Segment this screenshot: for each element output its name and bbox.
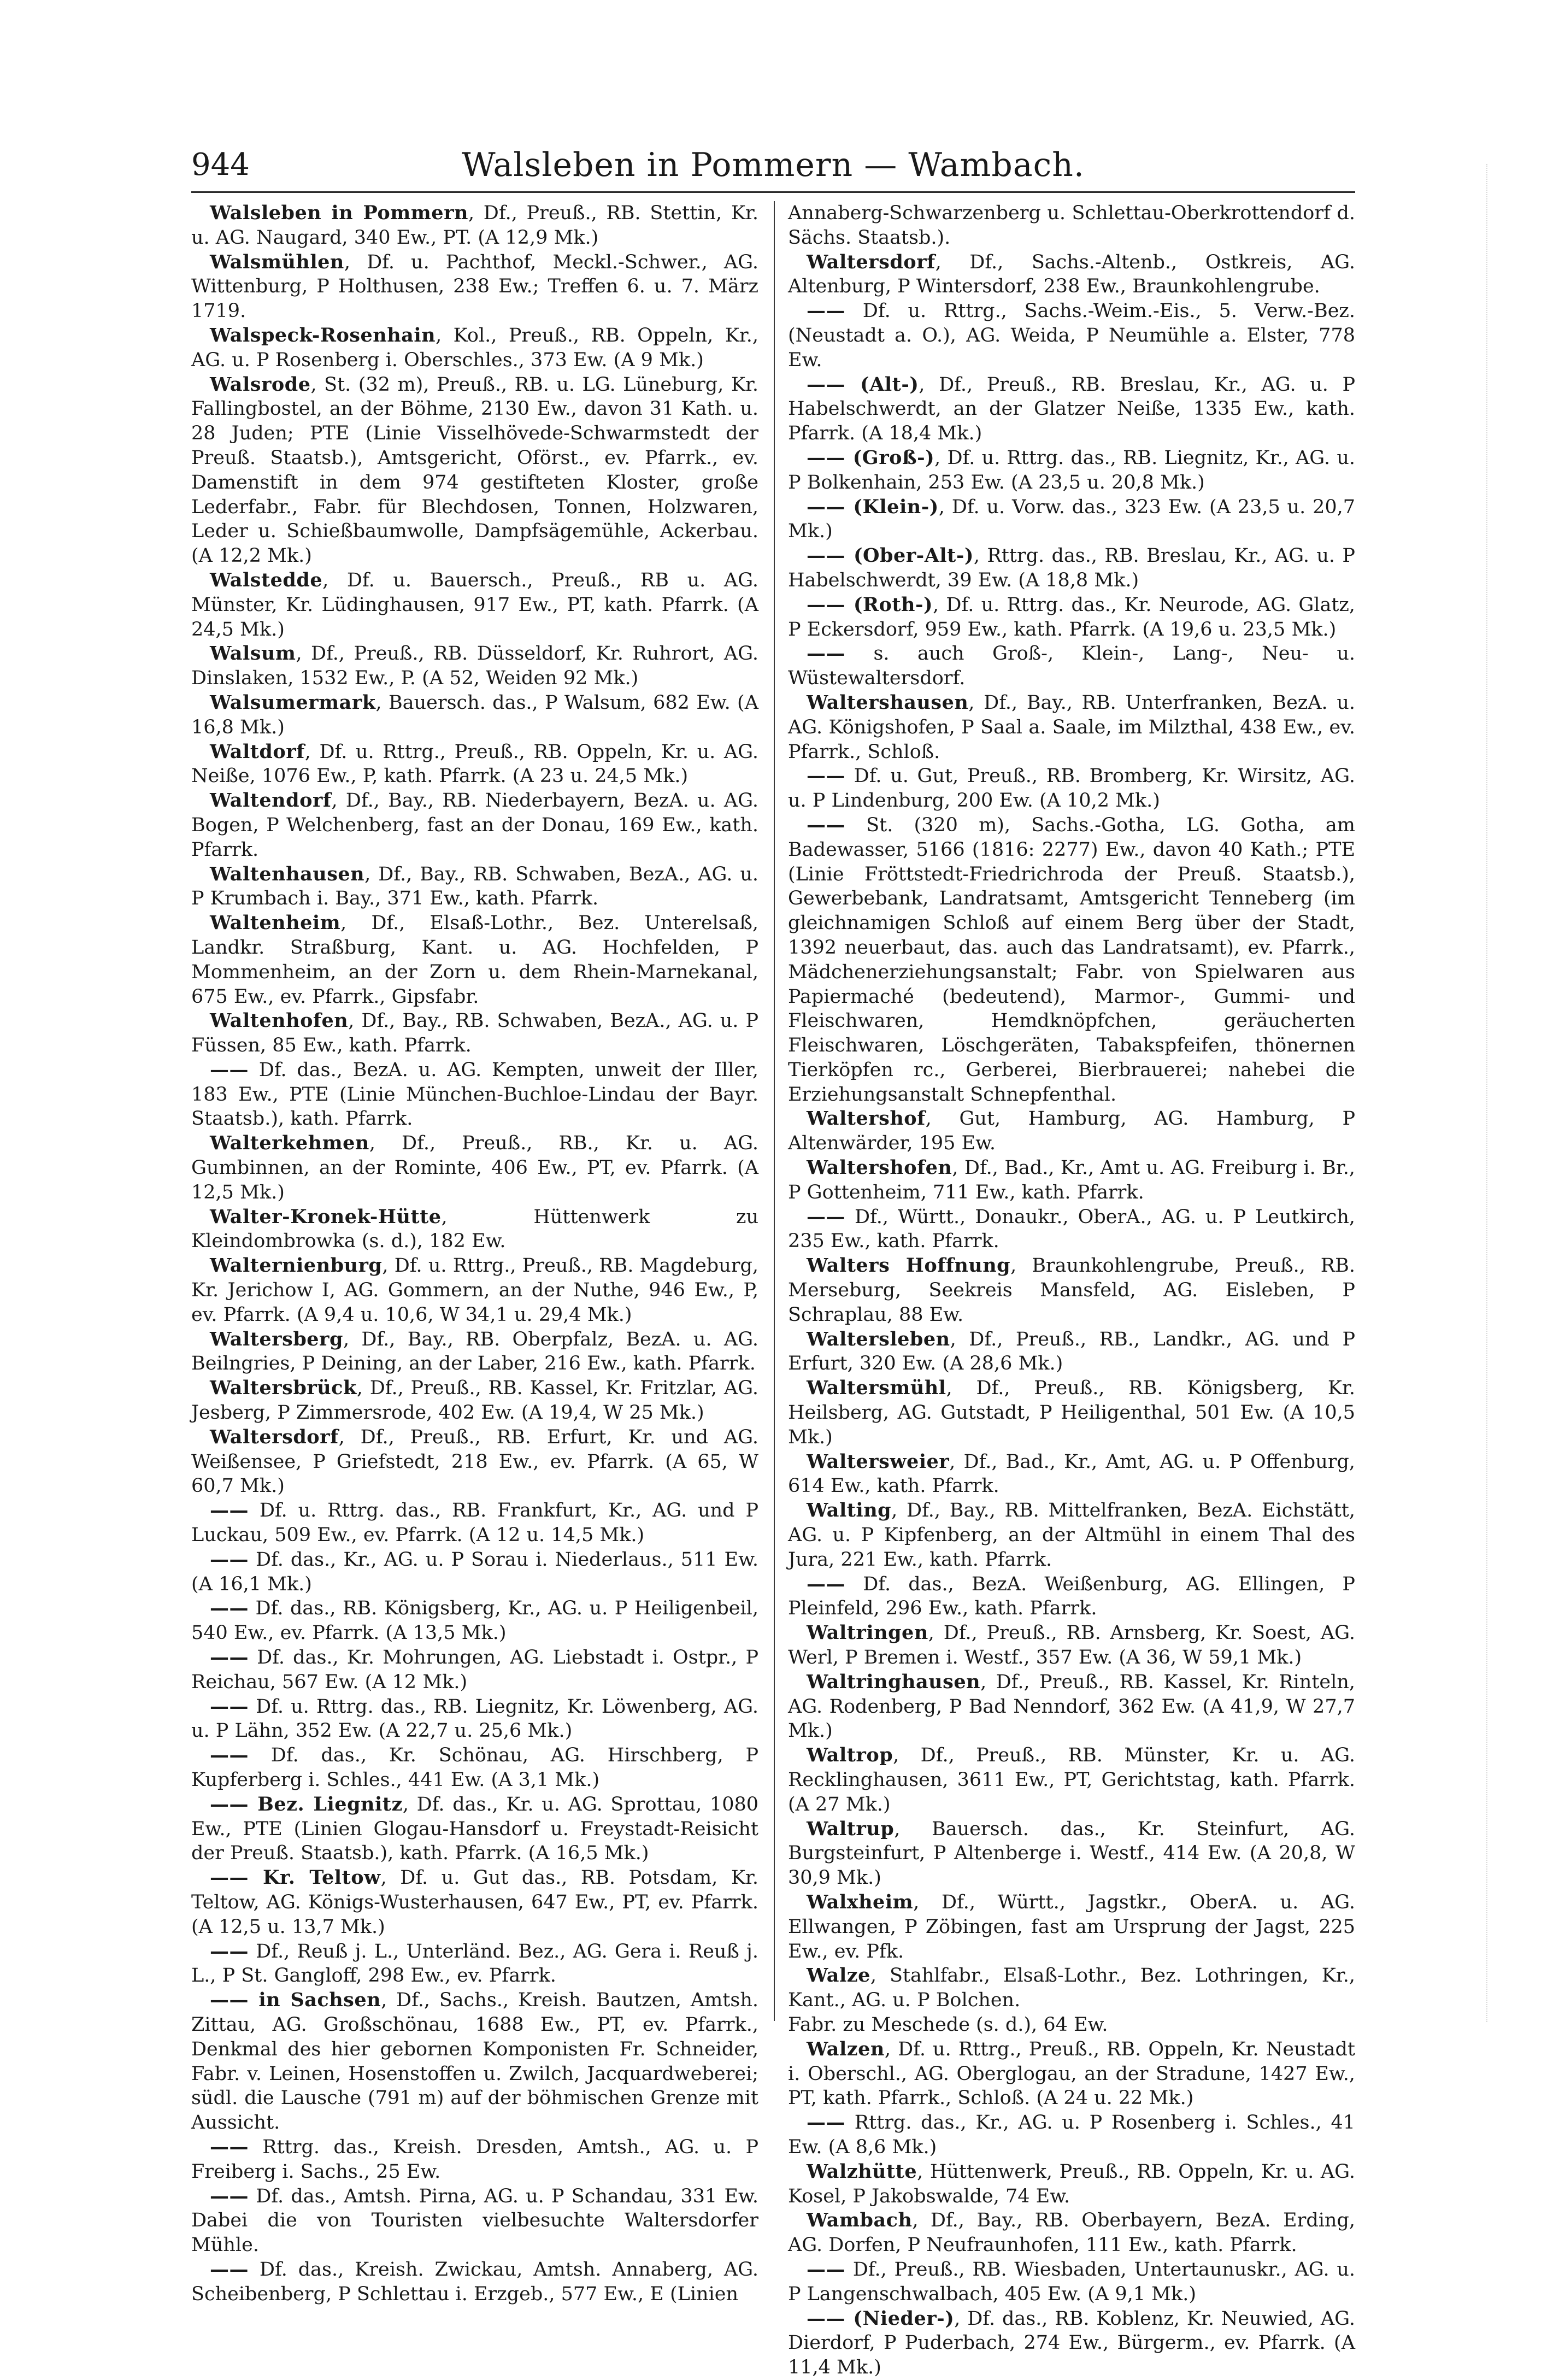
entry-headword: Walsrode bbox=[210, 373, 311, 396]
entry-text: Df. das., Amtsh. Pirna, AG. u. P Schandau, 331 Ew. Dabei die von Touristen vielbesuchte Waltersdorfer Mühle. bbox=[191, 2185, 758, 2256]
entry-headword: Waltenhofen bbox=[210, 1009, 349, 1032]
entry-text: Df. u. Rttrg. das., RB. Liegnitz, Kr. Löwenberg, AG. u. P Lähn, 352 Ew. (A 22,7 u. 25,6 Mk.) bbox=[191, 1695, 758, 1742]
entry-headword: —— bbox=[807, 813, 845, 836]
entry-headword: Waltendorf bbox=[210, 789, 332, 812]
entry-text: , Hüttenwerk zu Kleindombrowka (s. d.), 182 Ew. bbox=[191, 1206, 758, 1253]
entry-headword: Waltenhausen bbox=[210, 862, 365, 885]
entry-headword: —— bbox=[210, 1597, 249, 1620]
entry-text: Df. das., Kreish. Zwickau, Amtsh. Annaberg, AG. Scheibenberg, P Schlettau i. Erzgeb., 577 Ew., E (Linien bbox=[191, 2258, 758, 2305]
entry-text: , Df., Preuß., RB. Königsberg, Kr. Heilsberg, AG. Gutstadt, P Heiligenthal, 501 Ew. (A 10,5 Mk.) bbox=[788, 1377, 1355, 1448]
lexicon-entry bbox=[788, 691, 1355, 764]
lexicon-entry bbox=[191, 1327, 758, 1377]
entry-text: , Df., Bay., RB. Oberbayern, BezA. Erding, AG. Dorfen, P Neufraunhofen, 111 Ew., kath. Pfarrk. bbox=[788, 2209, 1355, 2256]
entry-headword: —— bbox=[807, 765, 845, 788]
entry-text: Fabr. zu Meschede (s. d.), 64 Ew. bbox=[788, 2013, 1108, 2036]
lexicon-entry bbox=[191, 691, 758, 740]
entry-headword: —— (Ober-Alt-) bbox=[807, 544, 974, 567]
lexicon-entry bbox=[788, 1572, 1355, 1621]
entry-text: Df. u. Rttrg., Sachs.-Weim.-Eis., 5. Verw.-Bez. (Neustadt a. O.), AG. Weida, P Neumühle a. Elster, 778 Ew. bbox=[788, 300, 1355, 371]
entry-text: , Bauersch. das., Kr. Steinfurt, AG. Burgsteinfurt, P Altenberge i. Westf., 414 Ew. (A 20,8, W 30,9 Mk.) bbox=[788, 1818, 1355, 1889]
entry-headword: —— (Alt-) bbox=[807, 373, 919, 396]
entry-headword: —— bbox=[807, 1572, 845, 1595]
running-head: Walsleben in Pommern — Wambach. bbox=[462, 146, 1085, 184]
lexicon-entry bbox=[788, 642, 1355, 691]
entry-text: Rttrg. das., Kr., AG. u. P Rosenberg i. Schles., 41 Ew. (A 8,6 Mk.) bbox=[788, 2112, 1355, 2158]
entry-text: , Df., Württ., Jagstkr., OberA. u. AG. Ellwangen, P Zöbingen, fast am Ursprung der Jagst, 225 Ew., ev. Pfk. bbox=[788, 1891, 1355, 1962]
lexicon-entry bbox=[788, 1450, 1355, 1499]
entry-text: , Df., Sachs.-Altenb., Ostkreis, AG. Altenburg, P Wintersdorf, 238 Ew., Braunkohlengrube. bbox=[788, 251, 1355, 298]
entry-text: Df., Württ., Donaukr., OberA., AG. u. P Leutkirch, 235 Ew., kath. Pfarrk. bbox=[788, 1206, 1355, 1253]
entry-text: St. (320 m), Sachs.-Gotha, LG. Gotha, am Badewasser, 5166 (1816: 2277) Ew., davon 40 Kath.; PTE (Linie Fröttstedt-Friedrichroda der Preuß. Staatsb.), Gewerbebank, Landratsamt, Amtsgericht Tenneberg (im gleichnamigen Schloß auf einem Berg über der Stadt, 1392 neuerbaut, das. auch das Landratsamt), ev. Pfarrk., Mädchenerziehungsanstalt; Fabr. von Spielwaren aus Papiermaché (bedeutend), Marmor-, Gummi- und Fleischwaren, Hemdknöpfchen, geräucherten Fleischwaren, Löschgeräten, Tabakspfeifen, thönernen Tierköpfen rc., Gerberei, Bierbrauerei; nahebei die Erziehungsanstalt Schnepfenthal. bbox=[788, 814, 1355, 1106]
entry-headword: —— (Nieder-) bbox=[807, 2307, 955, 2330]
lexicon-entry bbox=[788, 813, 1355, 1107]
entry-headword: Waltershausen bbox=[807, 691, 969, 714]
entry-headword: Walsleben in Pommern bbox=[210, 202, 468, 224]
lexicon-entry bbox=[191, 1254, 758, 1327]
lexicon-entry bbox=[191, 1866, 758, 1939]
lexicon-entry bbox=[191, 1205, 758, 1254]
entry-headword: —— (Groß-) bbox=[807, 446, 935, 469]
entry-text: , Df., Bay., RB. Schwaben, BezA., AG. u. P Füssen, 85 Ew., kath. Pfarrk. bbox=[191, 1010, 758, 1057]
lexicon-entry bbox=[788, 2307, 1355, 2380]
entry-text: Df. das., Kr. Schönau, AG. Hirschberg, P Kupferberg i. Schles., 441 Ew. (A 3,1 Mk.) bbox=[191, 1744, 758, 1791]
lexicon-entry bbox=[191, 2184, 758, 2258]
entry-text: , Df., Bay., RB. Oberpfalz, BezA. u. AG. Beilngries, P Deining, an der Laber, 216 Ew., kath. Pfarrk. bbox=[191, 1328, 758, 1375]
entry-text: , Df., Preuß., RB. Erfurt, Kr. und AG. Weißensee, P Griefstedt, 218 Ew., ev. Pfarrk. (A 65, W 60,7 Mk.) bbox=[191, 1426, 758, 1497]
entry-headword: Waltdorf bbox=[210, 740, 305, 763]
entry-text: s. auch Groß-, Klein-, Lang-, Neu- u. Wüstewaltersdorf. bbox=[788, 643, 1355, 690]
lexicon-entry bbox=[191, 1548, 758, 1597]
entry-headword: Waltersberg bbox=[210, 1327, 343, 1350]
lexicon-entry bbox=[788, 299, 1355, 372]
lexicon-entry bbox=[788, 544, 1355, 593]
entry-headword: Walxheim bbox=[807, 1890, 914, 1913]
entry-headword: Walting bbox=[807, 1499, 892, 1522]
header-rule bbox=[191, 191, 1355, 193]
lexicon-entry bbox=[191, 2135, 758, 2184]
entry-text: , Gut, Hamburg, AG. Hamburg, P Altenwärder, 195 Ew. bbox=[788, 1108, 1355, 1155]
entry-headword: Waltersdorf bbox=[807, 250, 936, 273]
entry-headword: Waltringen bbox=[807, 1621, 928, 1644]
entry-headword: Waltrup bbox=[807, 1817, 895, 1840]
lexicon-entry bbox=[788, 2160, 1355, 2209]
lexicon-entry bbox=[788, 495, 1355, 544]
page-header bbox=[191, 143, 1355, 187]
lexicon-entry bbox=[191, 1425, 758, 1498]
entry-text: , Df., Bad., Kr., Amt u. AG. Freiburg i. Br., P Gottenheim, 711 Ew., kath. Pfarrk. bbox=[788, 1157, 1355, 1203]
entry-headword: Waltersleben bbox=[807, 1327, 950, 1350]
entry-text: , Df., Preuß., RB. Stettin, Kr. u. AG. Naugard, 340 Ew., PT. (A 12,9 Mk.) bbox=[191, 202, 758, 249]
entry-text: , Hüttenwerk, Preuß., RB. Oppeln, Kr. u. AG. Kosel, P Jakobswalde, 74 Ew. bbox=[788, 2160, 1355, 2207]
entry-headword: —— in Sachsen bbox=[210, 1989, 381, 2012]
entry-headword: —— bbox=[210, 1646, 249, 1669]
entry-text: , Df. das., Kr. u. AG. Sprottau, 1080 Ew., PTE (Linien Glogau-Hansdorf u. Freystadt-Reisicht der Preuß. Staatsb.), kath. Pfarrk. (A 16,5 Mk.) bbox=[191, 1793, 758, 1865]
lexicon-entry bbox=[788, 446, 1355, 495]
lexicon-entry bbox=[788, 1890, 1355, 1964]
entry-headword: Waltersweier bbox=[807, 1450, 950, 1473]
lexicon-entry bbox=[788, 1254, 1355, 1327]
lexicon-entry bbox=[191, 2258, 758, 2307]
lexicon-entry bbox=[788, 2111, 1355, 2160]
lexicon-entry bbox=[191, 373, 758, 568]
entry-headword: —— bbox=[807, 642, 845, 665]
entry-text: Df. das., RB. Königsberg, Kr., AG. u. P Heiligenbeil, 540 Ew., ev. Pfarrk. (A 13,5 Mk.) bbox=[191, 1597, 758, 1644]
entry-headword: Walters Hoffnung bbox=[807, 1254, 1011, 1277]
entry-text: , Bauersch. das., P Walsum, 682 Ew. (A 16,8 Mk.) bbox=[191, 691, 758, 738]
entry-headword: Walsumermark bbox=[210, 691, 376, 714]
entry-text: , Df., Preuß., RB. Münster, Kr. u. AG. Recklinghausen, 3611 Ew., PT, Gerichtstag, kath. Pfarrk. (A 27 Mk.) bbox=[788, 1744, 1355, 1815]
left-column bbox=[191, 201, 758, 2305]
entry-text: Df. u. Rttrg. das., RB. Frankfurt, Kr., AG. und P Luckau, 509 Ew., ev. Pfarrk. (A 12 u. 14,5 Mk.) bbox=[191, 1500, 758, 1547]
entry-headword: —— bbox=[210, 1744, 249, 1767]
lexicon-entry bbox=[191, 1058, 758, 1131]
entry-text: , Df. das., RB. Koblenz, Kr. Neuwied, AG. Dierdorf, P Puderbach, 274 Ew., Bürgerm., ev. Pfarrk. (A 11,4 Mk.) bbox=[788, 2307, 1355, 2379]
entry-headword: Waltersbrück bbox=[210, 1377, 357, 1400]
entry-text: Df., Preuß., RB. Wiesbaden, Untertaunuskr., AG. u. P Langenschwalbach, 405 Ew. (A 9,1 Mk.) bbox=[788, 2258, 1355, 2305]
entry-headword: Waltenheim bbox=[210, 912, 341, 935]
entry-headword: —— bbox=[807, 2111, 845, 2134]
entry-text: Df. das., BezA. u. AG. Kempten, unweit der Iller, 183 Ew., PTE (Linie München-Buchloe-Lindau der Bayr. Staatsb.), kath. Pfarrk. bbox=[191, 1059, 758, 1130]
entry-text: , Df. u. Rttrg., Preuß., RB. Magdeburg, Kr. Jerichow I, AG. Gommern, an der Nuthe, 946 Ew., P, ev. Pfarrk. (A 9,4 u. 10,6, W 34,1 u. 29,4 Mk.) bbox=[191, 1255, 758, 1326]
entry-headword: —— bbox=[807, 299, 845, 322]
lexicon-entry bbox=[191, 568, 758, 642]
lexicon-entry bbox=[191, 1596, 758, 1646]
entry-text: , Df. u. Vorw. das., 323 Ew. (A 23,5 u. 20,7 Mk.) bbox=[788, 496, 1356, 543]
entry-headword: —— bbox=[210, 2258, 249, 2281]
lexicon-entry bbox=[788, 593, 1355, 642]
entry-text: , Df., Bay., RB. Unterfranken, BezA. u. AG. Königshofen, P Saal a. Saale, im Milzthal, 438 Ew., ev. Pfarrk., Schloß. bbox=[788, 691, 1355, 763]
lexicon-entry bbox=[788, 764, 1355, 813]
lexicon-entry bbox=[191, 1009, 758, 1058]
entry-text: Df., Reuß j. L., Unterländ. Bez., AG. Gera i. Reuß j. L., P St. Gangloff, 298 Ew., ev. Pfarrk. bbox=[191, 1940, 758, 1987]
entry-headword: —— bbox=[210, 2135, 249, 2158]
entry-headword: —— bbox=[210, 1499, 249, 1522]
entry-text: Df. das., BezA. Weißenburg, AG. Ellingen, P Pleinfeld, 296 Ew., kath. Pfarrk. bbox=[788, 1573, 1355, 1620]
page-number: 944 bbox=[191, 147, 250, 183]
lexicon-entry bbox=[191, 740, 758, 789]
right-column bbox=[788, 201, 1356, 2379]
margin-ruler-marks bbox=[1486, 164, 1491, 2022]
entry-headword: —— bbox=[210, 1940, 249, 1962]
entry-headword: Walsum bbox=[210, 642, 296, 665]
entry-headword: Walspeck-Rosenhain bbox=[210, 324, 436, 346]
lexicon-entry bbox=[788, 1205, 1355, 1254]
lexicon-entry bbox=[788, 2208, 1355, 2258]
lexicon-entry bbox=[191, 1695, 758, 1744]
lexicon-entry bbox=[788, 2037, 1355, 2111]
lexicon-entry bbox=[191, 1940, 758, 1989]
lexicon-entry bbox=[788, 1156, 1355, 1205]
lexicon-entry bbox=[788, 201, 1355, 250]
lexicon-entry bbox=[788, 2013, 1355, 2037]
entry-headword: —— bbox=[210, 1548, 249, 1571]
lexicon-entry bbox=[191, 789, 758, 862]
lexicon-entry bbox=[788, 2258, 1355, 2307]
lexicon-entry bbox=[788, 1743, 1355, 1817]
lexicon-entry bbox=[191, 1376, 758, 1425]
entry-text: Df. u. Gut, Preuß., RB. Bromberg, Kr. Wirsitz, AG. u. P Lindenburg, 200 Ew. (A 10,2 Mk.) bbox=[788, 765, 1355, 812]
entry-text: , Df., Preuß., RB., Kr. u. AG. Gumbinnen, an der Rominte, 406 Ew., PT, ev. Pfarrk. (A 12,5 Mk.) bbox=[191, 1132, 758, 1203]
lexicon-entry bbox=[788, 1327, 1355, 1377]
lexicon-entry bbox=[788, 1621, 1355, 1670]
entry-headword: —— bbox=[807, 1205, 845, 1228]
lexicon-entry bbox=[191, 911, 758, 1009]
entry-headword: Wambach bbox=[807, 2209, 913, 2232]
entry-text: , Df., Sachs., Kreish. Bautzen, Amtsh. Zittau, AG. Großschönau, 1688 Ew., PT, ev. Pfarrk., Denkmal des hier gebornen Komponisten Fr. Schneider, Fabr. v. Leinen, Hosenstoffen u. Zwilch, Jacquardweberei; südl. die Lausche (791 m) auf der böhmischen Grenze mit Aussicht. bbox=[191, 1989, 758, 2134]
lexicon-entry bbox=[191, 250, 758, 324]
lexicon-entry bbox=[788, 1376, 1355, 1449]
entry-headword: Waltersdorf bbox=[210, 1425, 339, 1448]
lexicon-entry bbox=[191, 1793, 758, 1866]
entry-text: , Df., Preuß., RB. Düsseldorf, Kr. Ruhrort, AG. Dinslaken, 1532 Ew., P. (A 52, Weiden 92 Mk.) bbox=[191, 643, 758, 690]
entry-text: , Df., Preuß., RB. Kassel, Kr. Rinteln, AG. Rodenberg, P Bad Nenndorf, 362 Ew. (A 41,9, W 27,7 Mk.) bbox=[788, 1671, 1355, 1742]
lexicon-entry bbox=[191, 1498, 758, 1548]
lexicon-entry bbox=[191, 324, 758, 373]
entry-headword: —— bbox=[807, 2258, 845, 2281]
column-divider bbox=[774, 201, 775, 2021]
entry-headword: Waltersmühl bbox=[807, 1377, 946, 1400]
entry-headword: —— (Klein-) bbox=[807, 495, 939, 518]
lexicon-entry bbox=[788, 1107, 1355, 1156]
entry-text: , Braunkohlengrube, Preuß., RB. Merseburg, Seekreis Mansfeld, AG. Eisleben, P Schraplau, 88 Ew. bbox=[788, 1255, 1355, 1326]
entry-headword: Walzen bbox=[807, 2037, 885, 2060]
lexicon-entry bbox=[191, 1988, 758, 2135]
entry-headword: —— bbox=[210, 2184, 249, 2207]
entry-headword: —— Bez. Liegnitz bbox=[210, 1793, 403, 1815]
entry-headword: Walzhütte bbox=[807, 2160, 917, 2183]
entry-text: , Df. u. Rttrg., Preuß., RB. Oppeln, Kr. Neustadt i. Oberschl., AG. Oberglogau, an der Stradune, 1427 Ew., PT, kath. Pfarrk., Schloß. (A 24 u. 22 Mk.) bbox=[788, 2038, 1355, 2109]
entry-headword: Walsmühlen bbox=[210, 250, 344, 273]
entry-text: Annaberg-Schwarzenberg u. Schlettau-Oberkrottendorf d. Sächs. Staatsb.). bbox=[788, 202, 1355, 249]
lexicon-entry bbox=[191, 642, 758, 691]
lexicon-entry bbox=[191, 201, 758, 250]
entry-text: , Df. u. Pachthof, Meckl.-Schwer., AG. Wittenburg, P Holthusen, 238 Ew.; Treffen 6. u. 7. März 1719. bbox=[191, 251, 758, 322]
lexicon-entry bbox=[788, 1498, 1355, 1572]
lexicon-entry bbox=[191, 1743, 758, 1793]
entry-text: , Df., Preuß., RB. Arnsberg, Kr. Soest, AG. Werl, P Bremen i. Westf., 357 Ew. (A 36, W 59,1 Mk.) bbox=[788, 1622, 1355, 1669]
entry-headword: Walze bbox=[807, 1964, 870, 1987]
entry-text: Df. das., Kr., AG. u. P Sorau i. Niederlaus., 511 Ew. (A 16,1 Mk.) bbox=[191, 1548, 758, 1595]
entry-text: , Df., Preuß., RB. Breslau, Kr., AG. u. P Habelschwerdt, an der Glatzer Neiße, 1335 Ew., kath. Pfarrk. (A 18,4 Mk.) bbox=[788, 373, 1355, 445]
entry-text: , Df. u. Rttrg. das., RB. Liegnitz, Kr., AG. u. P Bolkenhain, 253 Ew. (A 23,5 u. 20,8 Mk.) bbox=[788, 446, 1355, 493]
entry-headword: Walternienburg bbox=[210, 1254, 383, 1277]
entry-headword: Walter-Kronek-Hütte bbox=[210, 1205, 442, 1228]
entry-text: , Df., Elsaß-Lothr., Bez. Unterelsaß, Landkr. Straßburg, Kant. u. AG. Hochfelden, P Mommenheim, an der Zorn u. dem Rhein-Marnekanal, 675 Ew., ev. Pfarrk., Gipsfabr. bbox=[191, 912, 758, 1008]
entry-text: , Stahlfabr., Elsaß-Lothr., Bez. Lothringen, Kr., Kant., AG. u. P Bolchen. bbox=[788, 1965, 1355, 2012]
entry-text: , Df. u. Gut das., RB. Potsdam, Kr. Teltow, AG. Königs-Wusterhausen, 647 Ew., PT, ev. Pfarrk. (A 12,5 u. 13,7 Mk.) bbox=[191, 1867, 758, 1938]
entry-text: , Df. u. Bauersch., Preuß., RB u. AG. Münster, Kr. Lüdinghausen, 917 Ew., PT, kath. Pfarrk. (A 24,5 Mk.) bbox=[191, 569, 758, 640]
entry-text: Rttrg. das., Kreish. Dresden, Amtsh., AG. u. P Freiberg i. Sachs., 25 Ew. bbox=[191, 2136, 758, 2183]
lexicon-entry bbox=[191, 1131, 758, 1204]
lexicon-entry bbox=[788, 1817, 1355, 1890]
entry-headword: —— bbox=[210, 1695, 249, 1718]
lexicon-entry bbox=[788, 1670, 1355, 1743]
entry-headword: Waltershof bbox=[807, 1107, 926, 1130]
entry-text: , Df., Bay., RB. Mittelfranken, BezA. Eichstätt, AG. u. P Kipfenberg, an der Altmühl in einem Thal des Jura, 221 Ew., kath. Pfarrk. bbox=[788, 1500, 1355, 1571]
entry-headword: —— (Roth-) bbox=[807, 593, 933, 616]
entry-text: , Df., Preuß., RB. Kassel, Kr. Fritzlar, AG. Jesberg, P Zimmersrode, 402 Ew. (A 19,4, W 25 Mk.) bbox=[191, 1377, 758, 1424]
entry-text: , Kol., Preuß., RB. Oppeln, Kr., AG. u. P Rosenberg i. Oberschles., 373 Ew. (A 9 Mk.) bbox=[191, 324, 758, 371]
entry-text: , Rttrg. das., RB. Breslau, Kr., AG. u. P Habelschwerdt, 39 Ew. (A 18,8 Mk.) bbox=[788, 545, 1355, 591]
entry-headword: Waltershofen bbox=[807, 1156, 952, 1179]
lexicon-entry bbox=[788, 250, 1355, 299]
entry-headword: Walstedde bbox=[210, 568, 323, 591]
lexicon-entry bbox=[788, 1964, 1355, 2013]
lexicon-entry bbox=[191, 862, 758, 912]
entry-text: , Df., Bad., Kr., Amt, AG. u. P Offenburg, 614 Ew., kath. Pfarrk. bbox=[788, 1450, 1355, 1497]
entry-headword: —— bbox=[210, 1058, 249, 1081]
entry-text: Df. das., Kr. Mohrungen, AG. Liebstadt i. Ostpr., P Reichau, 567 Ew. (A 12 Mk.) bbox=[191, 1647, 758, 1693]
lexicon-entry bbox=[191, 1646, 758, 1695]
entry-headword: Waltringhausen bbox=[807, 1670, 981, 1693]
entry-text: , Df., Bay., RB. Niederbayern, BezA. u. AG. Bogen, P Welchenberg, fast an der Donau, 169 Ew., kath. Pfarrk. bbox=[191, 790, 758, 861]
entry-headword: —— Kr. Teltow bbox=[210, 1866, 381, 1889]
entry-text: , St. (32 m), Preuß., RB. u. LG. Lüneburg, Kr. Fallingbostel, an der Böhme, 2130 Ew., davon 31 Kath. u. 28 Juden; PTE (Linie Visselhövede-Schwarmstedt der Preuß. Staatsb.), Amtsgericht, Oförst., ev. Pfarrk., ev. Damenstift in dem 974 gestifteten Kloster, große Lederfabr., Fabr. für Blechdosen, Tonnen, Holzwaren, Leder u. Schießbaumwolle, Dampfsägemühle, Ackerbau. (A 12,2 Mk.) bbox=[191, 373, 758, 567]
entry-text: , Df. u. Rttrg. das., Kr. Neurode, AG. Glatz, P Eckersdorf, 959 Ew., kath. Pfarrk. (A 19,6 u. 23,5 Mk.) bbox=[788, 593, 1355, 640]
entry-text: , Df. u. Rttrg., Preuß., RB. Oppeln, Kr. u. AG. Neiße, 1076 Ew., P, kath. Pfarrk. (A 23 u. 24,5 Mk.) bbox=[191, 741, 758, 788]
entry-text: , Df., Preuß., RB., Landkr., AG. und P Erfurt, 320 Ew. (A 28,6 Mk.) bbox=[788, 1328, 1355, 1375]
entry-headword: Waltrop bbox=[807, 1744, 893, 1767]
entry-headword: Walterkehmen bbox=[210, 1132, 369, 1155]
entry-text: , Df., Bay., RB. Schwaben, BezA., AG. u. P Krumbach i. Bay., 371 Ew., kath. Pfarrk. bbox=[191, 863, 758, 910]
lexicon-entry bbox=[788, 373, 1355, 446]
